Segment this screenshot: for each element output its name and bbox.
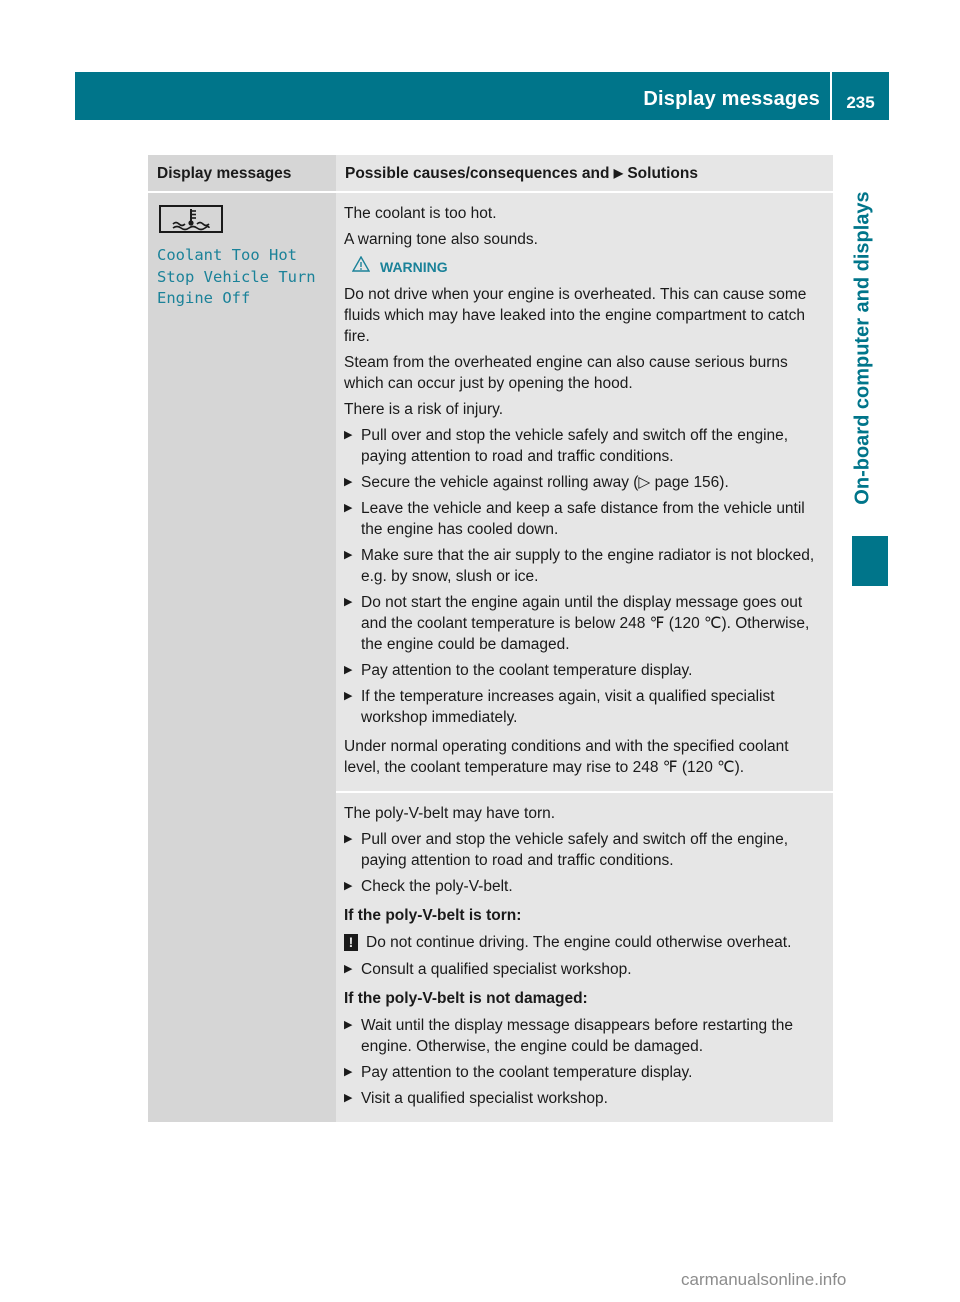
warning-text: Do not drive when your engine is overheated. This can cause some fluids which may have leaked into the engine compartment to catch fire.	[344, 286, 807, 345]
display-message-line: Engine Off	[157, 289, 251, 307]
notice	[344, 932, 825, 953]
intro-text: The poly-V-belt may have torn.	[344, 805, 556, 822]
step-text: Consult a qualified specialist workshop.	[361, 961, 632, 978]
step-item	[344, 876, 825, 897]
step-arrow-icon: ▶	[344, 549, 353, 561]
column-header-causes-solutions	[336, 155, 833, 192]
step-arrow-icon: ▶	[344, 1019, 353, 1031]
step-arrow-icon: ▶	[344, 502, 353, 514]
chapter-tab	[848, 168, 878, 528]
step-text: Visit a qualified specialist workshop.	[361, 1090, 608, 1107]
table-header-row	[148, 155, 833, 192]
warning-heading	[352, 256, 825, 278]
section-title: Display messages	[643, 88, 820, 110]
step-arrow-icon: ▶	[344, 963, 353, 975]
table-row	[148, 192, 833, 792]
step-item	[344, 498, 825, 540]
step-text: Do not start the engine again until the display message goes out and the coolant temperature is below 248 ℉ (120 ℃). Otherwise, the engine could be damaged.	[361, 594, 810, 653]
step-text: Wait until the display message disappears before restarting the engine. Otherwise, the engine could be damaged.	[361, 1017, 793, 1055]
header-bar	[75, 72, 830, 120]
solutions-label: Solutions	[627, 165, 698, 182]
notice-text: Do not continue driving. The engine could otherwise overheat.	[366, 934, 792, 951]
page-number: 235	[846, 93, 875, 112]
step-text: Pay attention to the coolant temperature display.	[361, 662, 693, 679]
step-arrow-icon: ▶	[344, 880, 353, 892]
display-messages-table	[148, 155, 833, 1122]
step-item	[344, 686, 825, 728]
step-item	[344, 545, 825, 587]
watermark: carmanualsonline.info	[681, 1270, 847, 1289]
step-item	[344, 472, 825, 493]
chapter-tab-label: On-board computer and displays	[851, 191, 874, 505]
display-message-line: Coolant Too Hot	[157, 246, 297, 264]
step-item	[344, 660, 825, 681]
step-arrow-icon: ▶	[344, 664, 353, 676]
column-header-display-messages: Display messages	[148, 155, 336, 192]
step-item	[344, 592, 825, 655]
step-item	[344, 1088, 825, 1109]
step-arrow-icon: ▶	[344, 690, 353, 702]
exclamation-icon: !	[344, 934, 358, 951]
display-message-cell	[148, 192, 336, 1122]
step-text: If the temperature increases again, visit a qualified specialist workshop immediately.	[361, 688, 775, 726]
page-number-box	[832, 72, 889, 120]
step-text: Pull over and stop the vehicle safely and switch off the engine, paying attention to road and traffic conditions.	[361, 427, 789, 465]
coolant-temperature-icon	[159, 205, 223, 233]
step-item	[344, 425, 825, 467]
step-text: Pull over and stop the vehicle safely and switch off the engine, paying attention to road and traffic conditions.	[361, 831, 789, 869]
solution-cell-poly-v-belt	[336, 792, 833, 1122]
warning-text: There is a risk of injury.	[344, 401, 504, 418]
step-text: Make sure that the air supply to the engine radiator is not blocked, e.g. by snow, slush or ice.	[361, 547, 815, 585]
solution-cell-coolant	[336, 192, 833, 792]
step-arrow-icon: ▶	[344, 476, 353, 488]
warning-triangle-icon	[352, 256, 370, 278]
not-damaged-heading: If the poly-V-belt is not damaged:	[344, 990, 588, 1007]
arrow-right-icon: ▶	[613, 166, 624, 180]
display-message-line: Stop Vehicle Turn	[157, 267, 316, 286]
step-text: Pay attention to the coolant temperature display.	[361, 1064, 693, 1081]
intro-text: A warning tone also sounds.	[344, 231, 538, 248]
step-arrow-icon: ▶	[344, 1092, 353, 1104]
step-item	[344, 1015, 825, 1057]
causes-label: Possible causes/consequences and	[345, 165, 610, 182]
warning-label: WARNING	[380, 258, 448, 275]
chapter-marker	[852, 536, 888, 586]
step-item	[344, 959, 825, 980]
intro-text: The coolant is too hot.	[344, 205, 497, 222]
torn-heading: If the poly-V-belt is torn:	[344, 907, 522, 924]
step-text: Leave the vehicle and keep a safe distance from the vehicle until the engine has cooled down.	[361, 500, 805, 538]
step-text: Check the poly-V-belt.	[361, 878, 513, 895]
step-item	[344, 829, 825, 871]
step-text: Secure the vehicle against rolling away (▷ page 156).	[361, 474, 729, 491]
note-text: Under normal operating conditions and with the specified coolant level, the coolant temperature may rise to 248 ℉ (120 ℃).	[344, 738, 789, 776]
step-item	[344, 1062, 825, 1083]
step-arrow-icon: ▶	[344, 833, 353, 845]
warning-text: Steam from the overheated engine can also cause serious burns which can occur just by opening the hood.	[344, 354, 788, 392]
display-message-text	[157, 245, 327, 310]
step-arrow-icon: ▶	[344, 596, 353, 608]
step-arrow-icon: ▶	[344, 429, 353, 441]
step-arrow-icon: ▶	[344, 1066, 353, 1078]
